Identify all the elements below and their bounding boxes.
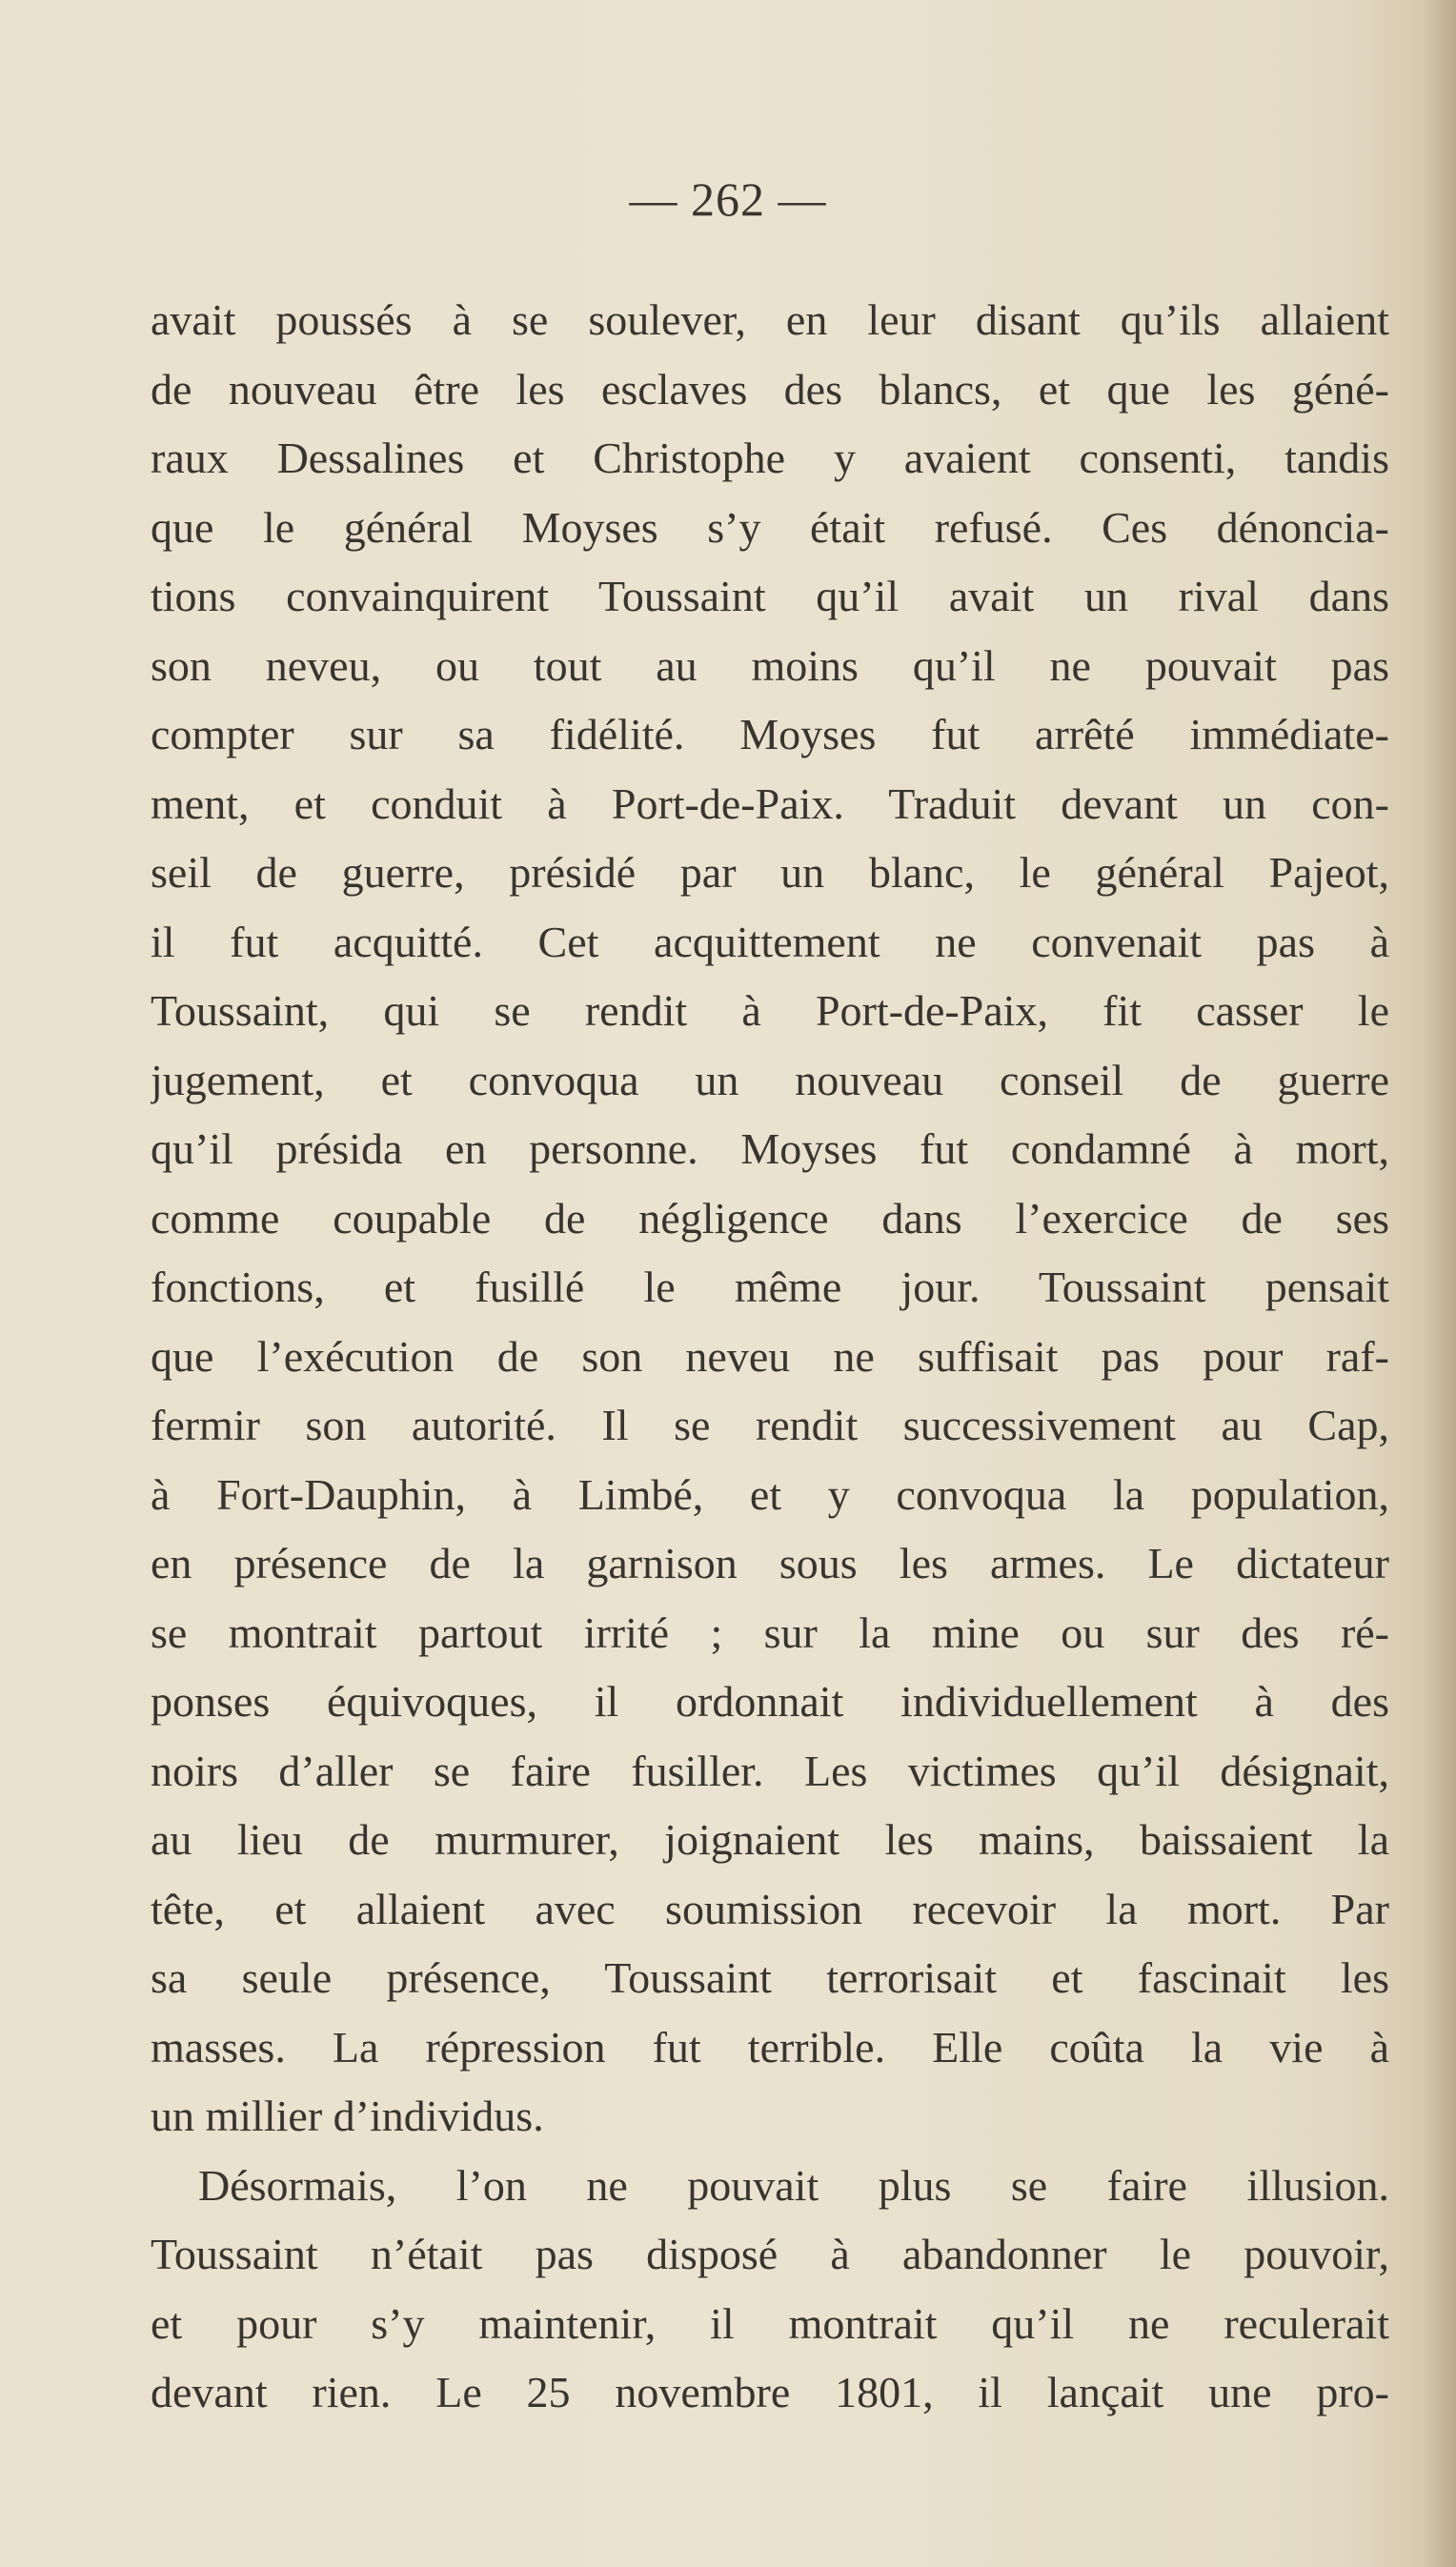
text-line: et pour s’y maintenir, il montrait qu’il ne reculerait [151, 2298, 1389, 2348]
text-line: fonctions, et fusillé le même jour. Toussaint pensait [151, 1263, 1389, 1311]
text-line: un millier d’individus. [151, 2092, 544, 2140]
text-line: avait poussés à se soulever, en leur disant qu’ils allaient [151, 295, 1389, 344]
text-line: raux Dessalines et Christophe y avaient consenti, tandis [151, 434, 1389, 482]
text-line: tête, et allaient avec soumission recevoir la mort. Par [151, 1884, 1389, 1933]
page-number: — 262 — [629, 172, 827, 226]
text-line: ponses équivoques, il ordonnait individuellement à des [151, 1677, 1389, 1726]
text-line: seil de guerre, présidé par un blanc, le général Pajeot, [151, 848, 1389, 897]
text-line: noirs d’aller se faire fusiller. Les victimes qu’il désignait, [151, 1746, 1389, 1795]
text-line: en présence de la garnison sous les armes. Le dictateur [151, 1539, 1389, 1587]
text-line: Toussaint n’était pas disposé à abandonner le pouvoir, [151, 2230, 1389, 2278]
text-line: il fut acquitté. Cet acquittement ne convenait pas à [151, 917, 1389, 966]
text-line: sa seule présence, Toussaint terrorisait et fascinait les [151, 1953, 1389, 2002]
text-line: qu’il présida en personne. Moyses fut condamné à mort, [151, 1124, 1389, 1173]
text-line: se montrait partout irrité ; sur la mine ou sur des ré- [151, 1607, 1389, 1657]
text-line: son neveu, ou tout au moins qu’il ne pouvait pas [151, 640, 1389, 690]
text-line: Toussaint, qui se rendit à Port-de-Paix, fit casser le [151, 986, 1389, 1035]
text-line: à Fort-Dauphin, à Limbé, et y convoqua la population, [151, 1469, 1389, 1519]
text-line: au lieu de murmurer, joignaient les mains, baissaient la [151, 1815, 1389, 1864]
body-text [151, 286, 1389, 2428]
text-line: Désormais, l’on ne pouvait plus se faire illusion. [198, 2160, 1389, 2210]
text-line: masses. La répression fut terrible. Elle coûta la vie à [151, 2022, 1389, 2072]
text-line: de nouveau être les esclaves des blancs, et que les géné- [151, 364, 1389, 414]
page-edge-shadow [1424, 0, 1456, 2567]
text-line: ment, et conduit à Port-de-Paix. Traduit devant un con- [151, 778, 1389, 828]
text-line: compter sur sa fidélité. Moyses fut arrêté immédiate- [151, 710, 1389, 758]
text-line: comme coupable de négligence dans l’exercice de ses [151, 1193, 1389, 1243]
text-line: devant rien. Le 25 novembre 1801, il lançait une pro- [151, 2368, 1389, 2416]
text-line: que l’exécution de son neveu ne suffisait pas pour raf- [151, 1331, 1389, 1381]
text-line: fermir son autorité. Il se rendit successivement au Cap, [151, 1401, 1389, 1449]
text-line: jugement, et convoqua un nouveau conseil de guerre [151, 1055, 1389, 1104]
text-line: tions convainquirent Toussaint qu’il avait un rival dans [151, 572, 1389, 620]
text-line: que le général Moyses s’y était refusé. Ces dénoncia- [151, 502, 1389, 552]
